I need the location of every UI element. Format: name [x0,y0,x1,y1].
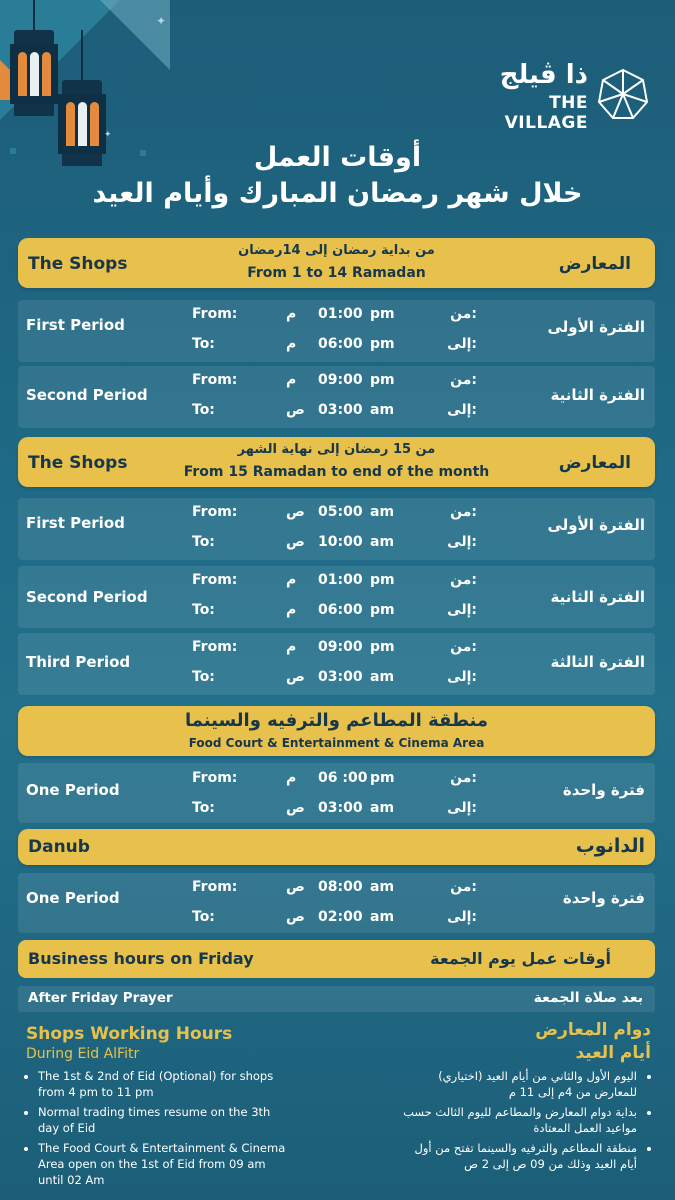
section-range-en: From 1 to 14 Ramadan [247,265,426,281]
to-label: To: [192,669,215,685]
ampm-ar: م [286,572,297,588]
ampm-ar: ص [286,909,305,925]
ampm: pm [370,770,395,786]
section-header-food-court [18,706,655,756]
eid-list-ar [397,1068,653,1176]
section-range-en: From 15 Ramadan to end of the month [183,464,490,480]
from-label: From: [192,639,238,655]
to-label: To: [192,800,215,816]
ampm-ar: ص [286,669,305,685]
friday-header [18,940,655,978]
period-name-en: One Period [26,889,120,907]
ampm-ar: ص [286,504,305,520]
period-name-ar: الفترة الثالثة [550,653,645,671]
period-row [18,498,655,560]
friday-note-ar: بعد صلاة الجمعة [533,990,643,1006]
period-name-en: First Period [26,514,125,532]
period-name-ar: الفترة الثانية [550,588,645,606]
section-title-en: The Shops [28,254,128,274]
list-item: • The Food Court & Entertainment & Cinema Area open on the 1st of Eid from 09 am until 02 Am [38,1140,293,1188]
eid-title-ar: دوام المعارض [535,1020,651,1040]
ampm: am [370,909,395,925]
to-label: To: [192,909,215,925]
period-name-ar: فترة واحدة [562,781,645,799]
section-title-en: The Shops [28,453,128,473]
ampm-ar: م [286,336,297,352]
from-time: 01:00 [318,306,363,322]
ampm: am [370,402,395,418]
ampm: am [370,669,395,685]
ampm-ar: ص [286,879,305,895]
period-name-en: Second Period [26,588,148,606]
ampm-ar: م [286,602,297,618]
period-name-ar: الفترة الأولى [547,516,645,534]
from-label-ar: من: [450,572,477,588]
list-item: • بداية دوام المعارض والمطاعم لليوم الثالث حسب مواعيد العمل المعتادة [397,1104,637,1136]
ampm: am [370,879,395,895]
period-name-en: Second Period [26,386,148,404]
list-item: • The 1st & 2nd of Eid (Optional) for shops from 4 pm to 11 pm [38,1068,293,1100]
lantern-icon [10,0,58,116]
star-icon: ✦ [104,130,112,140]
period-row [18,633,655,695]
from-label: From: [192,770,238,786]
ampm-ar: م [286,306,297,322]
period-row [18,873,655,933]
ampm-ar: م [286,770,297,786]
from-time: 08:00 [318,879,363,895]
friday-title-ar: أوقات عمل يوم الجمعة [430,949,611,968]
from-time: 09:00 [318,372,363,388]
section-header-shops-2 [18,437,655,487]
section-title-ar: المعارض [558,453,631,473]
ampm-ar: ص [286,402,305,418]
from-time: 01:00 [318,572,363,588]
from-label-ar: من: [450,770,477,786]
period-row [18,300,655,362]
from-label: From: [192,504,238,520]
to-label: To: [192,602,215,618]
section-title-ar: الدانوب [575,835,645,857]
star-icon: ✦ [156,14,167,28]
to-time: 06:00 [318,336,363,352]
friday-title-en: Business hours on Friday [28,949,254,968]
ampm: pm [370,639,395,655]
to-label-ar: إلى: [447,909,477,925]
page-subtitle: خلال شهر رمضان المبارك وأيام العيد [92,178,583,209]
section-range-ar: من 15 رمضان إلى نهاية الشهر [237,442,436,457]
from-label: From: [192,572,238,588]
from-label-ar: من: [450,504,477,520]
to-label-ar: إلى: [447,669,477,685]
section-range-ar: من بداية رمضان إلى 14رمضان [238,243,435,258]
period-row [18,566,655,628]
from-label: From: [192,372,238,388]
from-time: 09:00 [318,639,363,655]
to-time: 03:00 [318,402,363,418]
ampm: pm [370,372,395,388]
to-time: 10:00 [318,534,363,550]
from-time: 06 :00 [318,770,368,786]
ampm-ar: ص [286,534,305,550]
period-row [18,366,655,428]
period-name-en: Third Period [26,653,131,671]
from-label: From: [192,879,238,895]
section-header-danub [18,829,655,865]
ampm: am [370,800,395,816]
section-title-en: Danub [28,837,90,857]
period-name-ar: فترة واحدة [562,889,645,907]
eid-subtitle-ar: أيام العيد [575,1043,651,1063]
ampm: pm [370,572,395,588]
logo-english: THE VILLAGE [504,93,588,133]
list-item: • منطقة المطاعم والترفيه والسينما تفتح من أول أيام العيد وذلك من 09 ص إلى 2 ص [397,1140,637,1172]
to-label: To: [192,402,215,418]
ampm: pm [370,602,395,618]
to-label: To: [192,534,215,550]
ampm: pm [370,306,395,322]
to-time: 02:00 [318,909,363,925]
to-label-ar: إلى: [447,602,477,618]
to-label-ar: إلى: [447,336,477,352]
eid-title-en: Shops Working Hours [26,1024,233,1044]
ampm-ar: م [286,639,297,655]
to-time: 06:00 [318,602,363,618]
period-name-en: First Period [26,316,125,334]
period-name-ar: الفترة الثانية [550,386,645,404]
from-label-ar: من: [450,879,477,895]
section-title-en: Food Court & Entertainment & Cinema Area [188,736,485,750]
to-label-ar: إلى: [447,800,477,816]
to-label: To: [192,336,215,352]
section-header-shops-1 [18,238,655,288]
to-label-ar: إلى: [447,534,477,550]
to-time: 03:00 [318,669,363,685]
to-label-ar: إلى: [447,402,477,418]
section-title-ar: منطقة المطاعم والترفيه والسينما [184,710,489,731]
logo-arabic: ذا ڤيلج [499,60,588,90]
village-logo-icon [597,68,649,120]
ampm: am [370,534,395,550]
from-time: 05:00 [318,504,363,520]
section-title-ar: المعارض [558,254,631,274]
to-time: 03:00 [318,800,363,816]
period-row [18,763,655,823]
eid-list-en [22,1068,293,1192]
ampm-ar: ص [286,800,305,816]
eid-subtitle-en: During Eid AlFitr [26,1046,140,1062]
period-name-ar: الفترة الأولى [547,318,645,336]
list-item: • Normal trading times resume on the 3th day of Eid [38,1104,293,1136]
from-label-ar: من: [450,372,477,388]
ampm-ar: م [286,372,297,388]
friday-row [18,986,655,1012]
period-name-en: One Period [26,781,120,799]
from-label-ar: من: [450,306,477,322]
ampm: pm [370,336,395,352]
ampm: am [370,504,395,520]
friday-note-en: After Friday Prayer [28,990,173,1006]
page-title: أوقات العمل [253,142,422,173]
from-label: From: [192,306,238,322]
list-item: • اليوم الأول والثاني من أيام العيد (اختياري) للمعارض من 4م إلى 11 م [397,1068,637,1100]
from-label-ar: من: [450,639,477,655]
